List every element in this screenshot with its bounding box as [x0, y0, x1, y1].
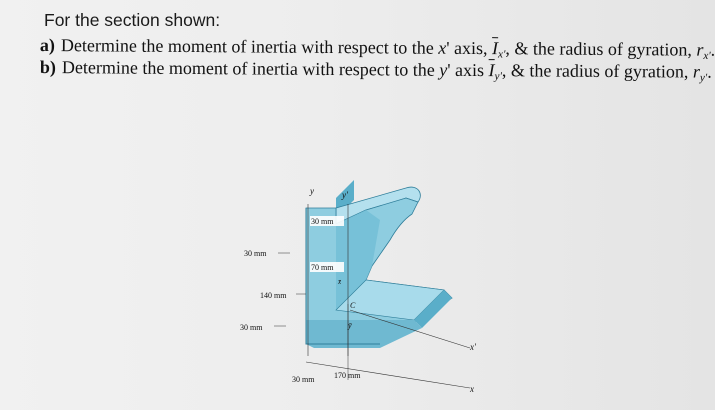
question-a-text-3: , & the radius of gyration, [505, 38, 697, 60]
question-b-text-3: , & the radius of gyration, [501, 60, 693, 82]
dim-web-offset: 70 mm [311, 263, 334, 272]
question-a-end: . [710, 39, 715, 60]
question-a-axis-symbol: x [438, 37, 447, 58]
y-prime-axis-label: y' [342, 190, 348, 200]
question-a-radius-symbol: r [696, 39, 704, 60]
question-b-end: . [707, 61, 712, 82]
angle-section-figure [230, 180, 500, 400]
question-b-moment-symbol: $\overline{I}$ [488, 60, 495, 81]
question-a-radius-subscript: x' [703, 49, 711, 63]
dim-web-thickness: 30 mm [292, 375, 315, 384]
question-a-moment-symbol: $\overline{I}$ [491, 38, 499, 59]
centroid-label: C [350, 301, 356, 310]
y-axis-label: y [310, 186, 314, 196]
question-b-radius-symbol: r [692, 61, 700, 82]
dim-flange-width: 170 mm [334, 371, 361, 380]
x-bar-label: x̄ [338, 278, 342, 286]
question-a-text-1: Determine the moment of inertia with respect to the [60, 35, 439, 58]
problem-intro: For the section shown: [44, 10, 221, 30]
question-b-text-1: Determine the moment of inertia with respect to the [61, 57, 440, 80]
y-bar-label: ȳ [348, 321, 352, 330]
dim-top-flange-width: 30 mm [311, 217, 334, 226]
question-a-moment-subscript: x' [497, 48, 506, 61]
x-axis-label: x [470, 384, 474, 394]
question-a-label: a) [39, 35, 55, 56]
question-b-axis-symbol: y [439, 59, 448, 80]
x-prime-axis-label: x' [470, 342, 476, 352]
question-b [40, 57, 712, 84]
dim-height: 140 mm [260, 291, 287, 300]
question-a-text-2: ' axis, [446, 37, 493, 59]
question-b-moment-subscript: y' [494, 70, 502, 83]
question-b-radius-subscript: y' [699, 71, 708, 85]
question-b-text-2: ' axis [447, 59, 489, 81]
question-b-label: b) [39, 57, 57, 78]
dim-bottom-thickness: 30 mm [240, 323, 263, 332]
x-axis-line [306, 362, 470, 388]
dim-top-thickness: 30 mm [244, 249, 267, 258]
